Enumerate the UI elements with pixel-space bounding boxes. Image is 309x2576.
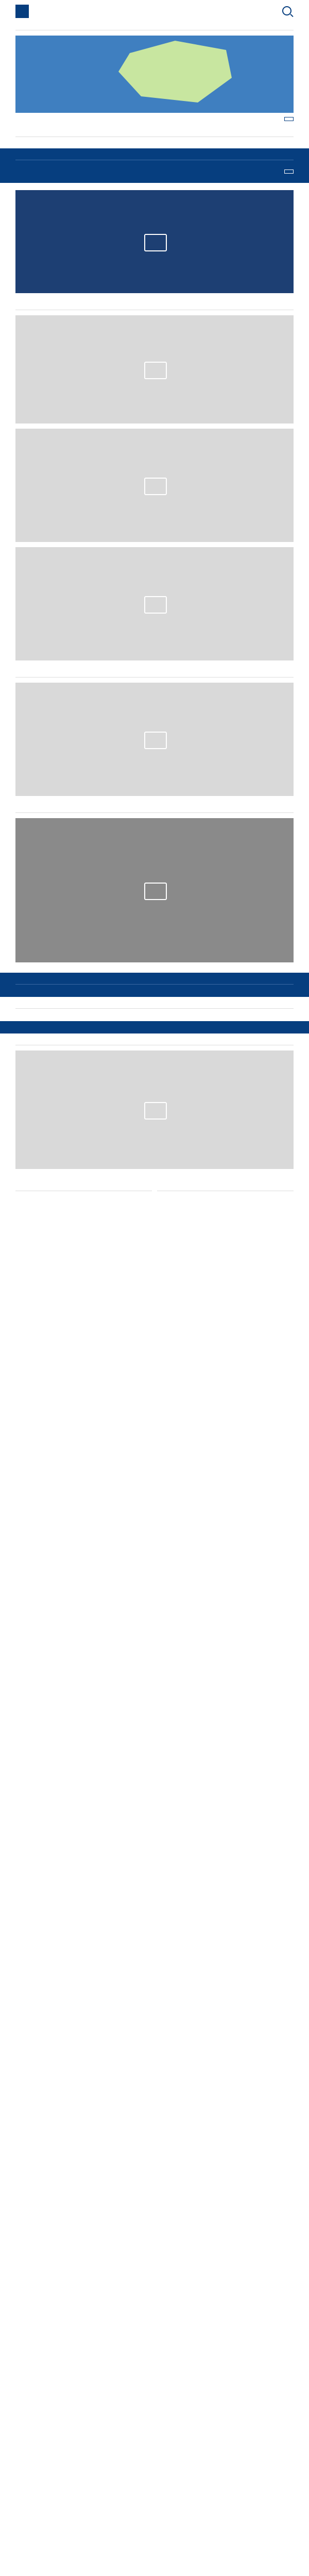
article-image[interactable] [15,547,294,660]
article-image[interactable] [15,683,294,796]
mehr-section [0,1021,309,1033]
kurz-section [0,148,309,183]
article-image[interactable] [15,315,294,423]
section-title-markt [15,1033,294,1045]
all-news-button[interactable] [284,170,294,174]
lead-map[interactable] [15,36,294,113]
buchmarkt-image[interactable] [15,818,294,962]
search-icon[interactable] [282,6,291,15]
site-header [15,0,294,23]
section-title-kurz [15,148,294,160]
section-title-buchmarkt [15,801,294,813]
section-title-toptema [15,997,294,1009]
article-image[interactable] [15,429,294,542]
markt-image[interactable] [15,1050,294,1169]
map-region [118,41,232,103]
section-title-boerse [15,1179,152,1191]
sendungen-section [0,973,309,997]
section-title-live [15,125,294,137]
main-nav [15,23,294,30]
more-button[interactable] [284,117,294,121]
section-title-welt [157,1179,294,1191]
section-title-konjunktur [15,298,294,310]
section-title-sendungen [15,973,294,985]
feature-image[interactable] [15,190,294,293]
section-title-jahres [15,666,294,677]
logo-mark [15,5,29,18]
site-logo[interactable] [15,5,30,18]
